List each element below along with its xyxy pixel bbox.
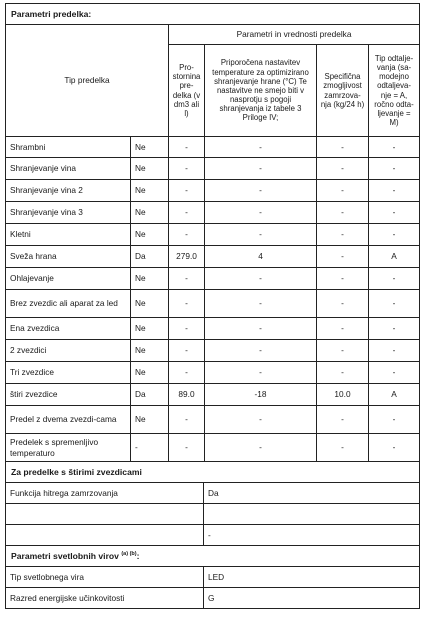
cell-compartment-type: Predelek s spremenljivo temperaturo	[6, 434, 131, 462]
col-header-volume: Pro-stornina pre-delka (v dm3 ali l)	[169, 45, 205, 137]
table-row	[6, 434, 420, 462]
cell-freezing-capacity: -	[317, 137, 369, 158]
document-page	[5, 3, 419, 609]
cell-compartment-present: Ne	[131, 224, 169, 246]
cell-volume: 279.0	[169, 246, 205, 268]
cell-defrost-type: -	[369, 318, 420, 340]
cell-freezing-capacity: -	[317, 224, 369, 246]
cell-compartment-present: Da	[131, 384, 169, 406]
cell-volume: -	[169, 137, 205, 158]
cell-compartment-present: Ne	[131, 406, 169, 434]
table-row	[6, 567, 420, 588]
cell-temperature: -	[205, 362, 317, 384]
cell-temperature: -	[205, 158, 317, 180]
section-title-compartment-parameters: Parametri predelka:	[6, 4, 420, 25]
col-header-freezing-capacity: Specifična zmogljivost zamrzova-nja (kg/24 h)	[317, 45, 369, 137]
cell-defrost-type: A	[369, 246, 420, 268]
table-row	[6, 340, 420, 362]
section-title-four-star: Za predelke s štirimi zvezdicami	[6, 462, 420, 483]
cell-defrost-type: -	[369, 158, 420, 180]
cell-temperature: 4	[205, 246, 317, 268]
row-label-blank	[6, 525, 204, 546]
table-row	[6, 318, 420, 340]
cell-freezing-capacity: -	[317, 434, 369, 462]
cell-compartment-type: 2 zvezdici	[6, 340, 131, 362]
table-row	[6, 406, 420, 434]
cell-freezing-capacity: 10.0	[317, 384, 369, 406]
cell-compartment-type: Ena zvezdica	[6, 318, 131, 340]
cell-volume: -	[169, 202, 205, 224]
cell-temperature: -	[205, 434, 317, 462]
cell-volume: -	[169, 340, 205, 362]
cell-volume: -	[169, 224, 205, 246]
row-label-energy-class: Razred energijske učinkovitosti	[6, 588, 204, 609]
cell-compartment-type: Shranjevanje vina	[6, 158, 131, 180]
cell-freezing-capacity: -	[317, 180, 369, 202]
cell-compartment-type: Predel z dvema zvezdi-cama	[6, 406, 131, 434]
row-value-dash: -	[204, 525, 420, 546]
row-value-light-source-type: LED	[204, 567, 420, 588]
table-row	[6, 384, 420, 406]
cell-volume: -	[169, 180, 205, 202]
cell-defrost-type: -	[369, 202, 420, 224]
cell-temperature: -18	[205, 384, 317, 406]
row-value-energy-class: G	[204, 588, 420, 609]
four-star-table	[5, 461, 420, 609]
cell-freezing-capacity: -	[317, 290, 369, 318]
table-row	[6, 504, 420, 525]
col-header-compartment-type: Tip predelka	[6, 25, 169, 137]
cell-compartment-type: Shranjevanje vina 3	[6, 202, 131, 224]
cell-volume: -	[169, 318, 205, 340]
cell-temperature: -	[205, 340, 317, 362]
table-row	[6, 180, 420, 202]
table-row	[6, 224, 420, 246]
cell-defrost-type: -	[369, 137, 420, 158]
cell-compartment-present: Ne	[131, 290, 169, 318]
cell-temperature: -	[205, 406, 317, 434]
light-sources-title-text: Parametri svetlobnih virov	[11, 550, 119, 561]
light-sources-footnote-marks: (a) (b)	[121, 550, 137, 557]
cell-compartment-present: Ne	[131, 318, 169, 340]
table-row	[6, 246, 420, 268]
cell-compartment-type: Shranjevanje vina 2	[6, 180, 131, 202]
cell-defrost-type: -	[369, 224, 420, 246]
cell-defrost-type: -	[369, 362, 420, 384]
cell-volume: -	[169, 434, 205, 462]
cell-compartment-present: Da	[131, 246, 169, 268]
cell-volume: -	[169, 268, 205, 290]
row-label-empty	[6, 504, 204, 525]
cell-temperature: -	[205, 268, 317, 290]
cell-compartment-present: Ne	[131, 340, 169, 362]
cell-compartment-type: Shrambni	[6, 137, 131, 158]
row-label-light-source-type: Tip svetlobnega vira	[6, 567, 204, 588]
cell-compartment-type: Sveža hrana	[6, 246, 131, 268]
cell-compartment-present: Ne	[131, 158, 169, 180]
light-sources-title-colon: :	[136, 550, 140, 561]
cell-freezing-capacity: -	[317, 318, 369, 340]
col-header-recommended-temperature: Priporočena nastavitev temperature za optimizirano shranjevanje hrane (°C) Te nastavitve ne smejo biti v nasprotju s pogoji shranjevanja iz tabele 3 Priloge IV;	[205, 45, 317, 137]
row-label-quick-freeze: Funkcija hitrega zamrzovanja	[6, 483, 204, 504]
compartment-parameters-table	[5, 3, 420, 462]
table-row	[6, 137, 420, 158]
cell-volume: -	[169, 362, 205, 384]
cell-defrost-type: -	[369, 434, 420, 462]
table-row	[6, 525, 420, 546]
cell-defrost-type: -	[369, 406, 420, 434]
cell-defrost-type: -	[369, 268, 420, 290]
cell-freezing-capacity: -	[317, 202, 369, 224]
cell-defrost-type: -	[369, 290, 420, 318]
table-row	[6, 362, 420, 384]
cell-freezing-capacity: -	[317, 406, 369, 434]
cell-freezing-capacity: -	[317, 246, 369, 268]
cell-volume: -	[169, 290, 205, 318]
cell-temperature: -	[205, 202, 317, 224]
cell-compartment-present: -	[131, 434, 169, 462]
cell-volume: 89.0	[169, 384, 205, 406]
cell-compartment-present: Ne	[131, 268, 169, 290]
section-title-light-sources	[6, 546, 420, 567]
cell-defrost-type: -	[369, 180, 420, 202]
cell-defrost-type: -	[369, 340, 420, 362]
cell-freezing-capacity: -	[317, 158, 369, 180]
row-value-quick-freeze: Da	[204, 483, 420, 504]
col-group-header: Parametri in vrednosti predelka	[169, 25, 420, 45]
table-row	[6, 268, 420, 290]
cell-temperature: -	[205, 224, 317, 246]
table-row	[6, 290, 420, 318]
cell-defrost-type: A	[369, 384, 420, 406]
cell-temperature: -	[205, 318, 317, 340]
cell-freezing-capacity: -	[317, 362, 369, 384]
cell-compartment-type: Kletni	[6, 224, 131, 246]
cell-compartment-type: Tri zvezdice	[6, 362, 131, 384]
cell-temperature: -	[205, 137, 317, 158]
cell-compartment-present: Ne	[131, 180, 169, 202]
cell-temperature: -	[205, 290, 317, 318]
cell-compartment-type: Brez zvezdic ali aparat za led	[6, 290, 131, 318]
cell-volume: -	[169, 158, 205, 180]
col-header-defrost-type: Tip odtalje-vanja (sa-modejno odtaljeva-nje = A, ročno odta-ljevanje = M)	[369, 45, 420, 137]
cell-compartment-type: štiri zvezdice	[6, 384, 131, 406]
cell-freezing-capacity: -	[317, 268, 369, 290]
table-row	[6, 483, 420, 504]
table-row	[6, 158, 420, 180]
cell-compartment-type: Ohlajevanje	[6, 268, 131, 290]
table-row	[6, 588, 420, 609]
cell-volume: -	[169, 406, 205, 434]
row-value-empty	[204, 504, 420, 525]
cell-temperature: -	[205, 180, 317, 202]
cell-compartment-present: Ne	[131, 137, 169, 158]
table-row	[6, 202, 420, 224]
cell-compartment-present: Ne	[131, 202, 169, 224]
cell-freezing-capacity: -	[317, 340, 369, 362]
cell-compartment-present: Ne	[131, 362, 169, 384]
